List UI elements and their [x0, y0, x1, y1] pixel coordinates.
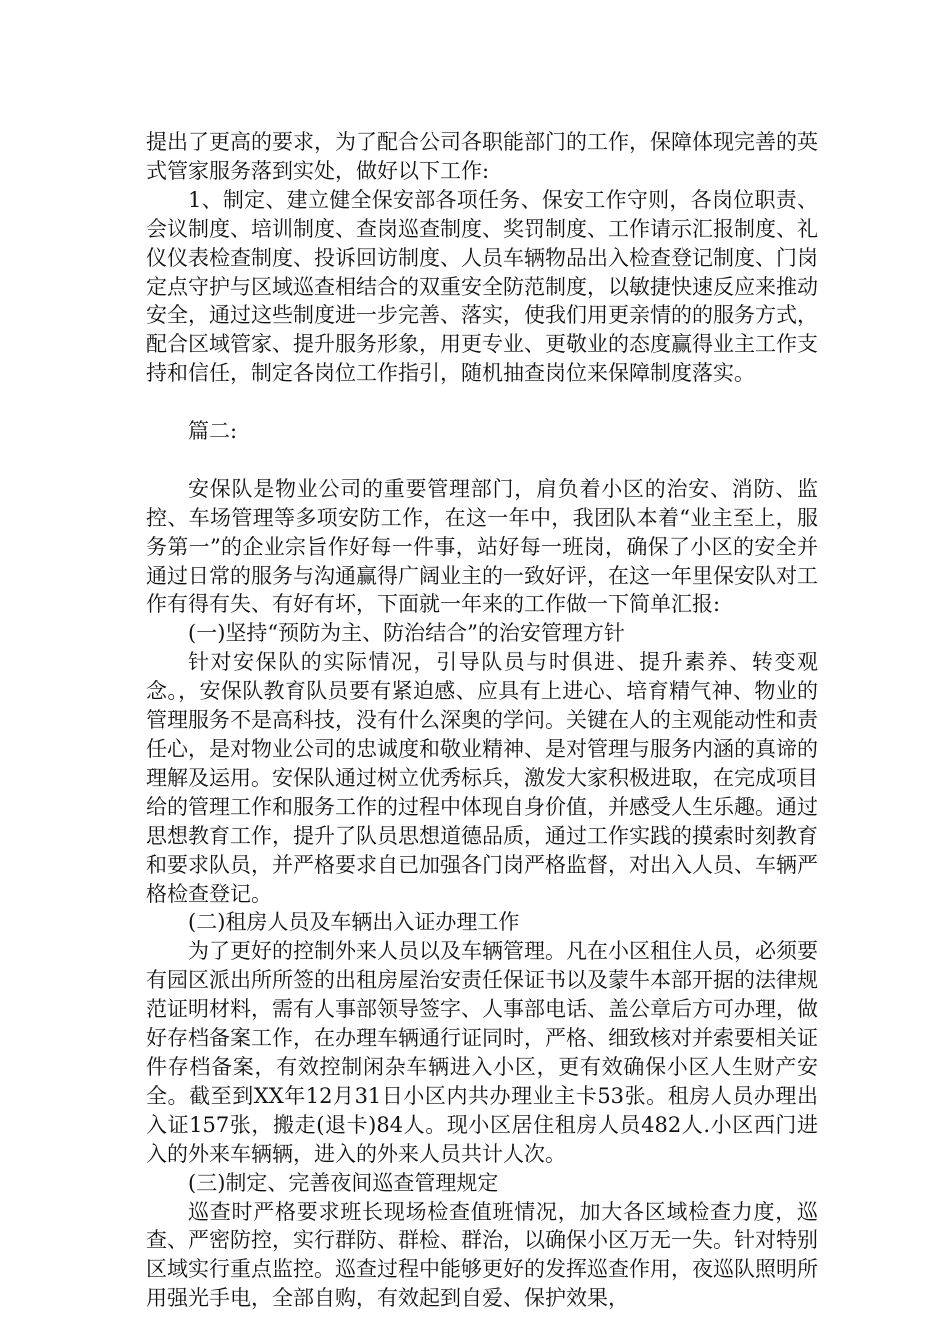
subheading-2: (二)租房人员及车辆出入证办理工作 [188, 910, 520, 935]
paragraph-intro: 提出了更高的要求，为了配合公司各职能部门的工作，保障体现完善的英式管家服务落到实处，做好以下工作: [146, 130, 818, 183]
paragraph-security-team: 安保队是物业公司的重要管理部门，肩负着小区的治安、消防、监控、车场管理等多项安防工作，在这一年中，我团队本着“业主至上，服务第一”的企业宗旨作好每一件事，站好每一班岗，确保了小区的安全并通过日常的服务与沟通赢得广阔业主的一致好评，在这一年里保安队对工作有得有失、有好有坏，下面就一年来的工作做一下简单汇报: [146, 476, 818, 617]
paragraph-section-1: 针对安保队的实际情况，引导队员与时俱进、提升素养、转变观念。，安保队教育队员要有紧迫感、应具有上进心、培育精气神、物业的管理服务不是高科技，没有什么深奥的学问。关键在人的主观能动性和责任心，是对物业公司的忠诚度和敬业精神、是对管理与服务内涵的真谛的理解及运用。安保队通过树立优秀标兵，激发大家积极进取，在完成项目给的管理工作和服务工作的过程中体现自身价值，并感受人生乐趣。通过思想教育工作，提升了队员思想道德品质，通过工作实践的摸索时刻教育和要求队员，并严格要求自已加强各门岗严格监督，对出入人员、车辆严格检查登记。 [146, 650, 818, 906]
paragraph-section-3: 巡查时严格要求班长现场检查值班情况，加大各区域检查力度，巡查、严密防控，实行群防、群检、群治，以确保小区万无一失。针对特别区域实行重点监控。巡查过程中能够更好的发挥巡查作用，夜巡队照明所用强光手电，全部自购，有效起到自爱、保护效果， [146, 1199, 818, 1311]
document-page [146, 128, 818, 1313]
paragraph-section-2: 为了更好的控制外来人员以及车辆管理。凡在小区租住人员，必须要有园区派出所所签的出租房屋治安责任保证书以及蒙牛本部开据的法律规范证明材料，需有人事部领导签字、人事部电话、盖公章后方可办理，做好存档备案工作，在办理车辆通行证同时，严格、细致核对并索要相关证件存档备案，有效控制闲杂车辆进入小区，更有效确保小区人生财产安全。截至到XX年12月31日小区内共办理业主卡53张。租房人员办理出入证157张，搬走(退卡)84人。现小区居住租房人员482人.小区西门进入的外来车辆辆，进入的外来人员共计人次。 [146, 939, 818, 1166]
section-title-pian2: 篇二: [188, 419, 238, 444]
subheading-1: (一)坚持“预防为主、防治结合”的治安管理方针 [188, 621, 625, 646]
paragraph-item-1: 1、制定、建立健全保安部各项任务、保安工作守则，各岗位职责、会议制度、培训制度、查岗巡查制度、奖罚制度、工作请示汇报制度、礼仪仪表检查制度、投诉回访制度、人员车辆物品出入检查登记制度、门岗定点守护与区域巡查相结合的双重安全防范制度，以敏捷快速反应来推动安全，通过这些制度进一步完善、落实，使我们用更亲情的的服务方式，配合区域管家、提升服务形象，用更专业、更敬业的态度赢得业主工作支持和信任，制定各岗位工作指引，随机抽查岗位来保障制度落实。 [146, 187, 818, 386]
subheading-3: (三)制定、完善夜间巡查管理规定 [188, 1170, 499, 1195]
